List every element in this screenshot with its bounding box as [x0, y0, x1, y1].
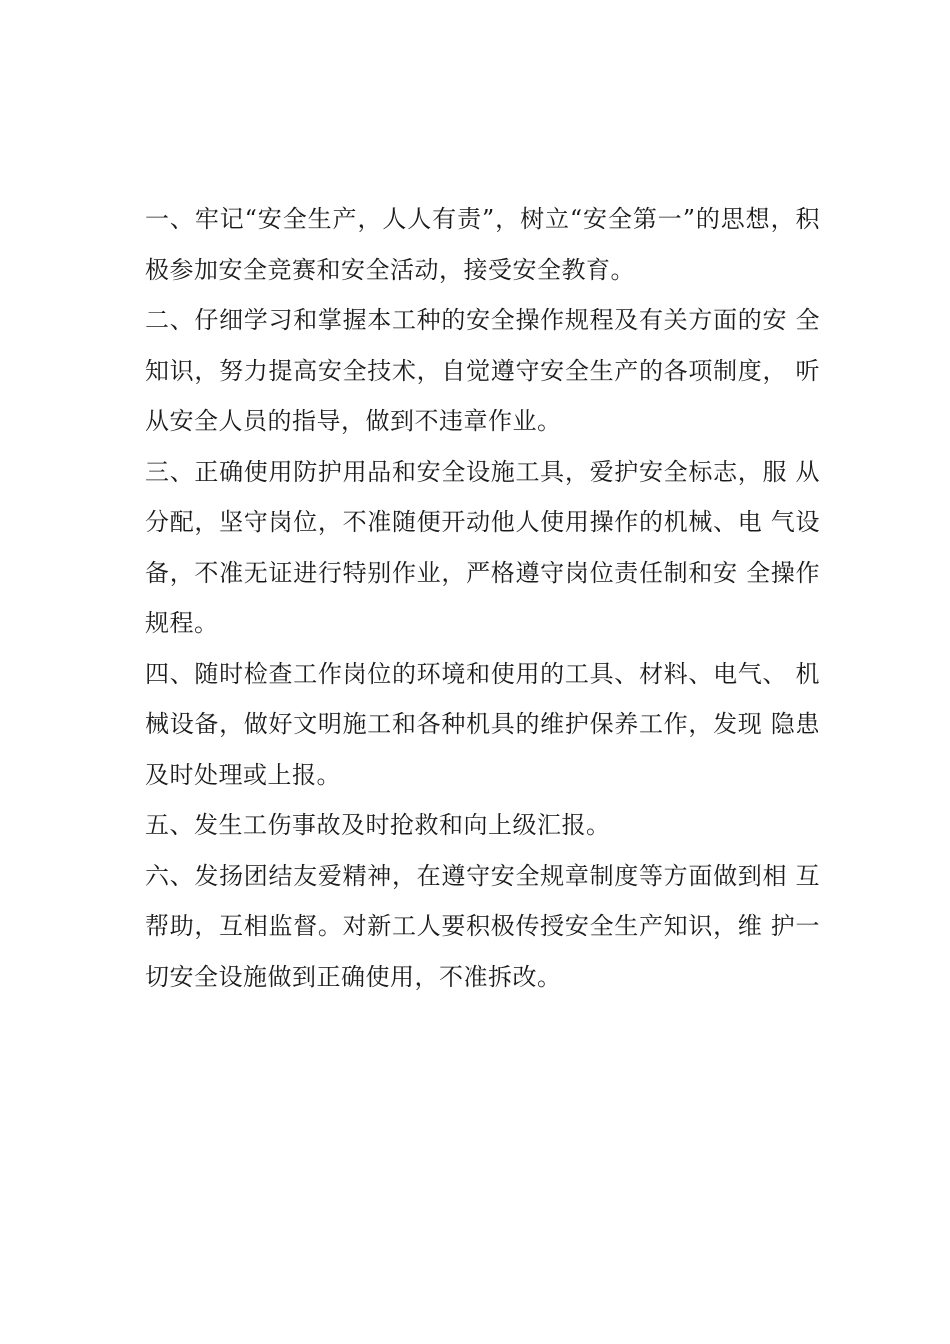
document-body	[145, 194, 820, 1002]
clause-2: 二、仔细学习和掌握本工种的安全操作规程及有关方面的安 全知识，努力提高安全技术，自觉遵守安全生产的各项制度， 听从安全人员的指导，做到不违章作业。	[145, 306, 820, 435]
clause-4: 四、随时检查工作岗位的环境和使用的工具、材料、电气、 机械设备，做好文明施工和各种机具的维护保养工作，发现 隐患及时处理或上报。	[145, 659, 820, 789]
clause-1: 一、牢记“安全生产，人人有责”，树立“安全第一”的思想，积极参加安全竞赛和安全活动，接受安全教育。	[145, 205, 820, 284]
clause-6: 六、发扬团结友爱精神，在遵守安全规章制度等方面做到相 互帮助，互相监督。对新工人要积极传授安全生产知识，维 护一切安全设施做到正确使用，不准拆改。	[145, 861, 820, 991]
clause-3: 三、正确使用防护用品和安全设施工具，爱护安全标志，服 从分配，坚守岗位，不准随便开动他人使用操作的机械、电 气设备，不准无证进行特别作业，严格遵守岗位责任制和安 全操作规程。	[145, 457, 820, 637]
clause-5: 五、发生工伤事故及时抢救和向上级汇报。	[145, 811, 611, 839]
